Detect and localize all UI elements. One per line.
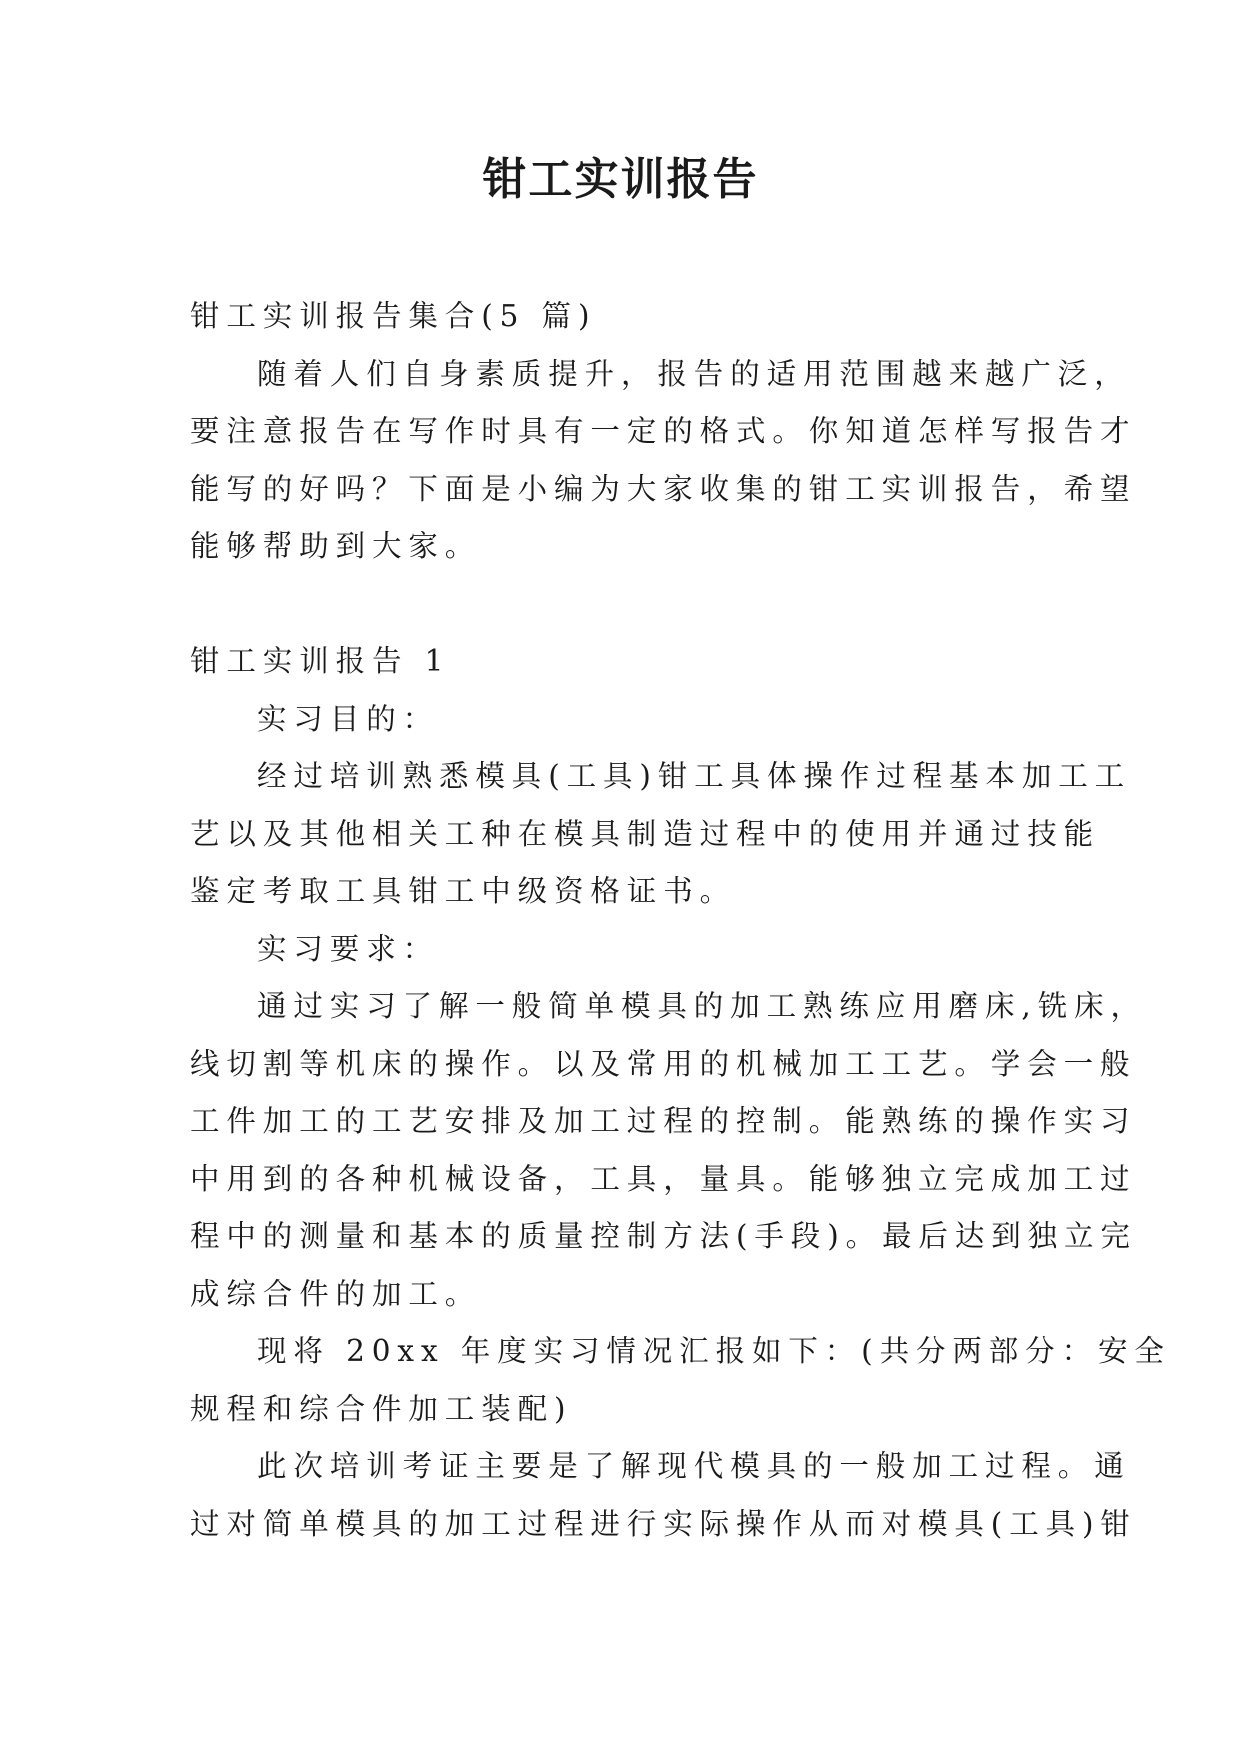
document-title: 钳工实训报告 — [482, 154, 759, 205]
subtitle-line: 钳工实训报告集合(5 篇) — [190, 299, 597, 333]
paragraph-line: 要注意报告在写作时具有一定的格式。你知道怎样写报告才 — [190, 414, 1137, 448]
paragraph-line: 中用到的各种机械设备，工具，量具。能够独立完成加工过 — [190, 1161, 1137, 1196]
document-body — [190, 288, 1171, 1553]
paragraph-line: 鉴定考取工具钳工中级资格证书。 — [190, 874, 737, 908]
paragraph-line: 艺以及其他相关工种在模具制造过程中的使用并通过技能 — [190, 816, 1101, 851]
paragraph-line: 此次培训考证主要是了解现代模具的一般加工过程。通 — [257, 1449, 1131, 1483]
paragraph-line: 随着人们自身素质提升，报告的适用范围越来越广泛， — [257, 356, 1131, 391]
paragraph-line: 工件加工的工艺安排及加工过程的控制。能熟练的操作实习 — [190, 1104, 1137, 1138]
paragraph-line: 经过培训熟悉模具(工具)钳工具体操作过程基本加工工 — [257, 759, 1132, 793]
paragraph-line: 过对简单模具的加工过程进行实际操作从而对模具(工具)钳 — [190, 1506, 1137, 1541]
paragraph-line: 通过实习了解一般简单模具的加工熟练应用磨床,铣床， — [257, 989, 1147, 1023]
section-heading: 钳工实训报告 1 — [190, 644, 451, 678]
paragraph-line: 程中的测量和基本的质量控制方法(手段)。最后达到独立完 — [190, 1219, 1137, 1253]
paragraph-line: 现将 20xx 年度实习情况汇报如下：(共分两部分：安全 — [257, 1334, 1171, 1368]
paragraph-line: 线切割等机床的操作。以及常用的机械加工工艺。学会一般 — [190, 1046, 1137, 1081]
paragraph-line: 成综合件的加工。 — [190, 1276, 482, 1311]
blank-line — [190, 576, 1060, 634]
paragraph-line: 实习目的： — [257, 701, 440, 736]
paragraph-line: 实习要求： — [257, 931, 440, 966]
paragraph-line: 能够帮助到大家。 — [190, 529, 482, 563]
paragraph-line: 能写的好吗？下面是小编为大家收集的钳工实训报告，希望 — [190, 471, 1137, 506]
paragraph-line: 规程和综合件加工装配) — [190, 1391, 573, 1426]
